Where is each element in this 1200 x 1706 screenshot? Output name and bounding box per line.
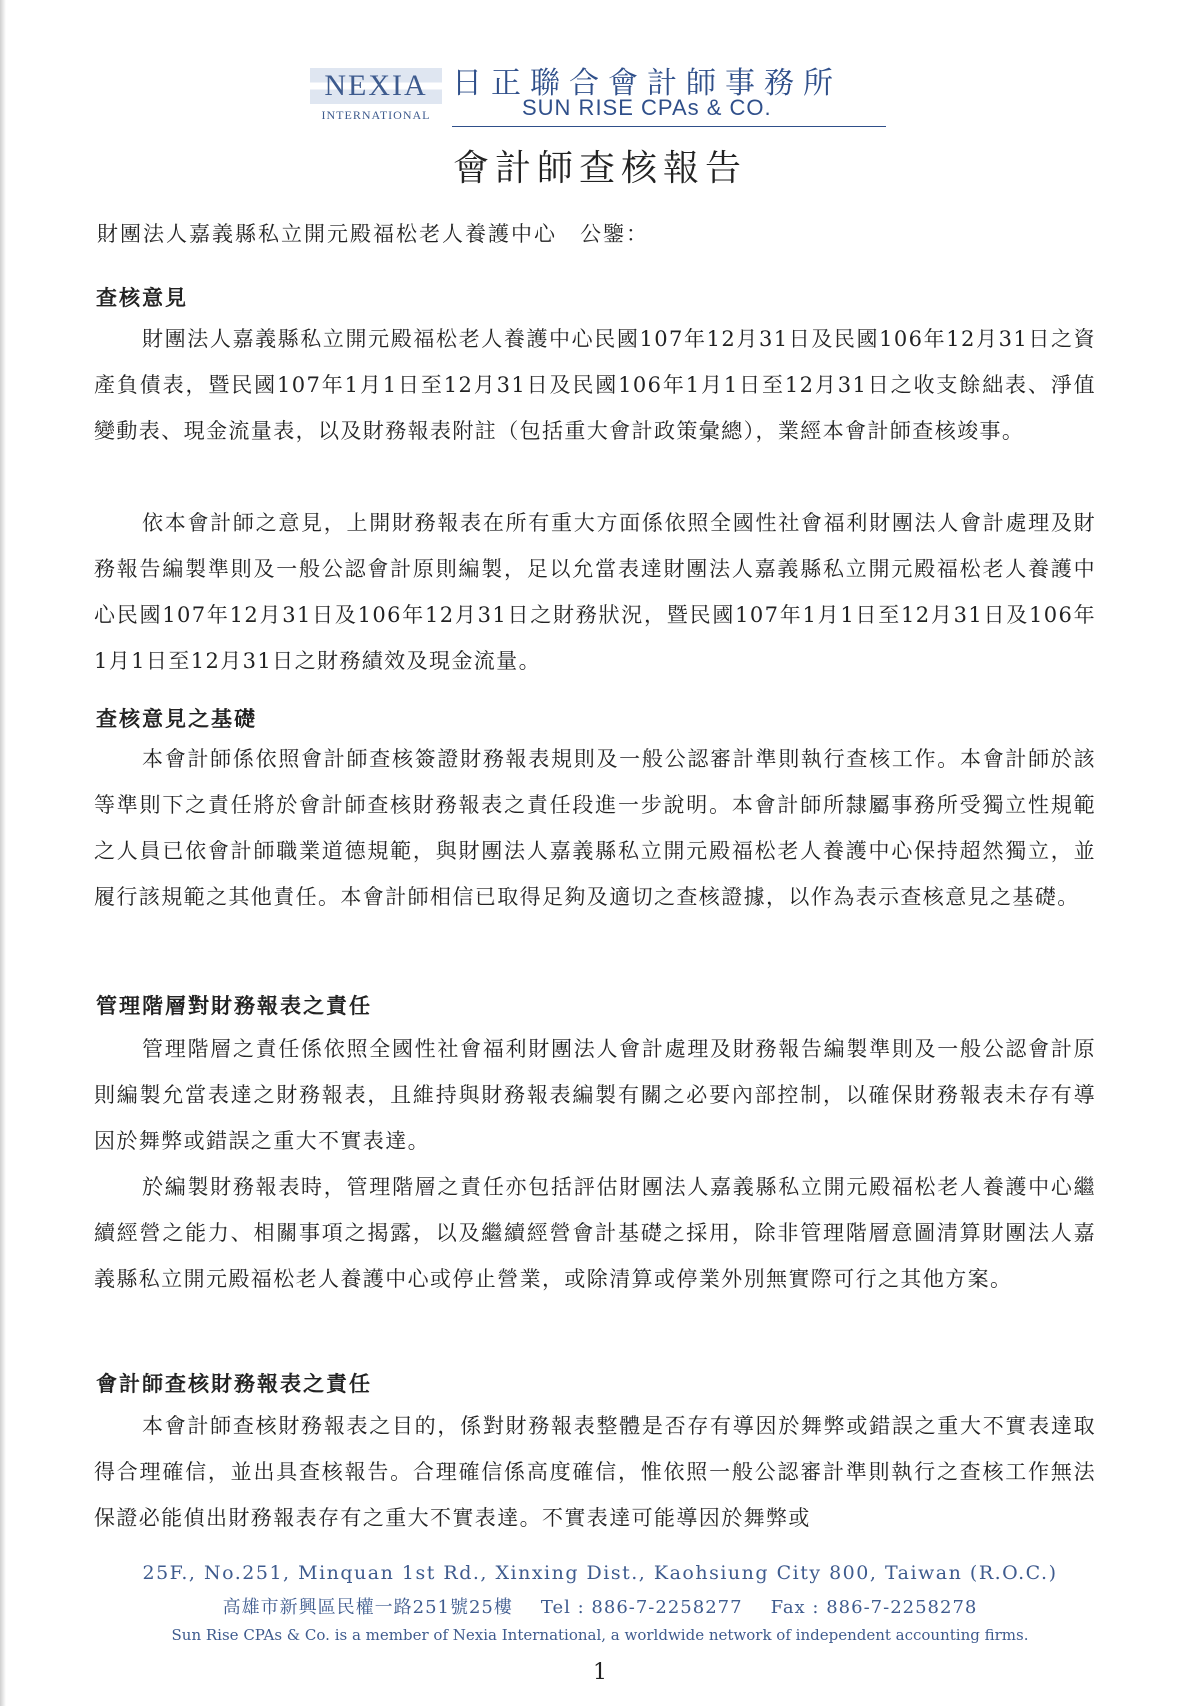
footer-member-note: Sun Rise CPAs & Co. is a member of Nexia International, a worldwide network of independent accounting firms.: [171, 1626, 1029, 1644]
firm-name-english: SUN RISE CPAs & CO.: [522, 95, 772, 120]
scan-edge: [0, 0, 6, 1706]
letterhead: [310, 58, 880, 130]
paragraph-management-2: 於編製財務報表時，管理階層之責任亦包括評估財團法人嘉義縣私立開元殿福松老人養護中心繼續經營之能力、相關事項之揭露，以及繼續經營會計基礎之採用，除非管理階層意圖清算財團法人嘉義縣私立開元殿福松老人養護中心或停止營業，或除清算或停業外別無實際可行之其他方案。: [94, 1175, 1096, 1291]
firm-name-chinese: 日正聯合會計師事務所: [452, 66, 842, 101]
section-heading-basis: 查核意見之基礎: [96, 706, 257, 731]
section-heading-auditor: 會計師查核財務報表之責任: [96, 1371, 372, 1396]
letterhead-rule: [452, 126, 886, 127]
section-heading-opinion: 查核意見: [96, 285, 188, 310]
footer-fax: Fax : 886-7-2258278: [770, 1597, 978, 1618]
paragraph-opinion-2: 依本會計師之意見，上開財務報表在所有重大方面係依照全國性社會福利財團法人會計處理及財務報告編製準則及一般公認會計原則編製，足以允當表達財團法人嘉義縣私立開元殿福松老人養護中心民國107年12月31日及106年12月31日之財務狀況，暨民國107年1月1日至12月31日及106年1月1日至12月31日之財務績效及現金流量。: [94, 511, 1096, 673]
paragraph-management-1: 管理階層之責任係依照全國性社會福利財團法人會計處理及財務報告編製準則及一般公認會計原則編製允當表達之財務報表，且維持與財務報表編製有關之必要內部控制，以確保財務報表未存有導因於舞弊或錯誤之重大不實表達。: [94, 1037, 1096, 1153]
addressee: 財團法人嘉義縣私立開元殿福松老人養護中心 公鑒：: [97, 222, 649, 246]
footer-address-english: 25F., No.251, Minquan 1st Rd., Xinxing Dist., Kaohsiung City 800, Taiwan (R.O.C.): [142, 1562, 1058, 1584]
report-title: 會計師查核報告: [452, 148, 747, 189]
nexia-logo: [310, 66, 442, 128]
page-number: 1: [593, 1660, 607, 1685]
logo-wordmark: NEXIA: [310, 68, 442, 104]
paragraph-opinion-1: 財團法人嘉義縣私立開元殿福松老人養護中心民國107年12月31日及民國106年12月31日之資產負債表，暨民國107年1月1日至12月31日及民國106年1月1日至12月31日之收支餘絀表、淨值變動表、現金流量表，以及財務報表附註（包括重大會計政策彙總），業經本會計師查核竣事。: [94, 327, 1096, 443]
section-heading-management: 管理階層對財務報表之責任: [96, 993, 372, 1018]
footer-contact: [0, 1593, 1200, 1619]
footer-tel: Tel : 886-7-2258277: [540, 1597, 743, 1618]
paragraph-auditor: 本會計師查核財務報表之目的，係對財務報表整體是否存有導因於舞弊或錯誤之重大不實表達取得合理確信，並出具查核報告。合理確信係高度確信，惟依照一般公認審計準則執行之查核工作無法保證必能偵出財務報表存有之重大不實表達。不實表達可能導因於舞弊或: [94, 1414, 1096, 1530]
logo-subtitle: INTERNATIONAL: [321, 108, 431, 122]
footer-address-chinese: 高雄市新興區民權一路251號25樓: [222, 1597, 513, 1618]
paragraph-basis: 本會計師係依照會計師查核簽證財務報表規則及一般公認審計準則執行查核工作。本會計師於該等準則下之責任將於會計師查核財務報表之責任段進一步說明。本會計師所隸屬事務所受獨立性規範之人員已依會計師職業道德規範，與財團法人嘉義縣私立開元殿福松老人養護中心保持超然獨立，並履行該規範之其他責任。本會計師相信已取得足夠及適切之查核證據，以作為表示查核意見之基礎。: [94, 747, 1096, 909]
